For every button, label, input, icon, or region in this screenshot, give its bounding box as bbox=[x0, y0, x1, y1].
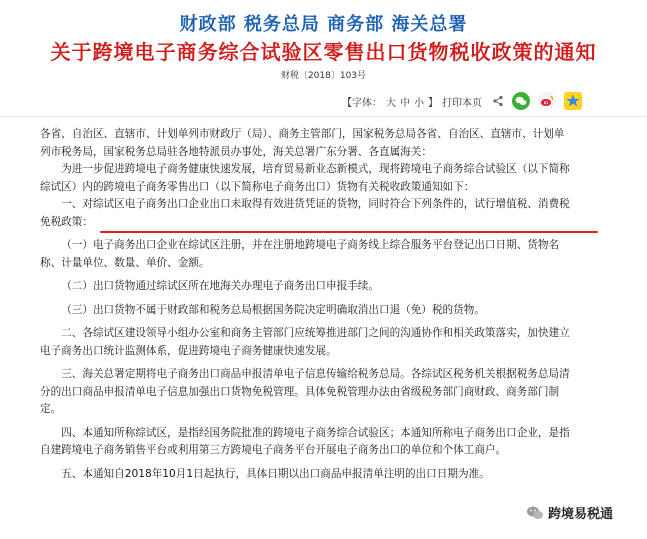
body-line: 综试区）内的跨境电子商务零售出口（以下简称电子商务出口）货物有关税收政策通知如下： bbox=[40, 180, 475, 193]
font-size-close-bracket: 】 bbox=[428, 97, 438, 109]
highlight-underline bbox=[100, 231, 598, 233]
account-watermark bbox=[526, 503, 613, 522]
wechat-icon[interactable] bbox=[512, 92, 530, 110]
body-line: 四、本通知所称综试区，是指经国务院批准的跨境电子商务综合试验区；本通知所称电子商务出口企业，是指 bbox=[61, 426, 570, 439]
body-line: （一）电子商务出口企业在综试区注册，并在注册地跨境电子商务线上综合服务平台登记出口日期、货物名 bbox=[61, 239, 560, 251]
wechat-official-account-icon bbox=[526, 505, 544, 521]
qzone-icon[interactable] bbox=[564, 92, 582, 110]
header-divider bbox=[0, 116, 647, 117]
font-size-medium-button[interactable]: 中 bbox=[400, 97, 410, 109]
body-line: 电子商务出口统计监测体系，促进跨境电子商务健康快速发展。 bbox=[40, 344, 337, 357]
body-line: 一、对综试区电子商务出口企业出口未取得有效进货凭证的货物，同时符合下列条件的，试行增值税、消费税 bbox=[61, 198, 570, 210]
body-line: 免税政策： bbox=[40, 215, 93, 228]
document-body bbox=[40, 126, 622, 483]
document-title: 关于跨境电子商务综合试验区零售出口货物税收政策的通知 bbox=[50, 40, 597, 64]
body-line: 定。 bbox=[40, 403, 62, 415]
print-page-button[interactable]: 打印本页 bbox=[442, 97, 482, 109]
body-line: （二）出口货物通过综试区所在地海关办理电子商务出口申报手续。 bbox=[61, 280, 379, 292]
share-icon[interactable] bbox=[492, 95, 504, 107]
body-line: 五、本通知自2018年10月1日起执行，具体日期以出口商品申报清单注明的出口日期为准。 bbox=[61, 467, 490, 480]
font-size-small-button[interactable]: 小 bbox=[414, 97, 424, 109]
font-size-label: 【字体： bbox=[342, 97, 382, 109]
body-line: （三）出口货物不属于财政部和税务总局根据国务院决定明确取消出口退（免）税的货物。 bbox=[61, 303, 485, 316]
watermark-text: 跨境易税通 bbox=[548, 507, 614, 522]
body-line: 列市税务局，国家税务总局驻各地特派员办事处，海关总署广东分署、各直属海关： bbox=[40, 145, 432, 158]
body-line: 为进一步促进跨境电子商务健康快速发展，培育贸易新业态新模式，现将跨境电子商务综合试验区（以下简称 bbox=[61, 163, 570, 175]
body-line: 称、计量单位、数量、单价、金额。 bbox=[40, 256, 210, 269]
body-line: 各省、自治区、直辖市、计划单列市财政厅（局）、商务主管部门，国家税务总局各省、自治区、直辖市、计划单 bbox=[40, 128, 565, 140]
issuing-agencies: 财政部 税务总局 商务部 海关总署 bbox=[179, 14, 468, 35]
body-line: 三、海关总署定期将电子商务出口商品申报清单电子信息传输给税务总局。各综试区税务机关根据税务总局清 bbox=[61, 368, 570, 380]
body-line: 自建跨境电子商务销售平台或利用第三方跨境电子商务平台开展电子商务出口的单位和个体工商户。 bbox=[40, 444, 507, 456]
weibo-icon[interactable] bbox=[538, 92, 556, 110]
article-toolbar bbox=[342, 90, 582, 112]
body-line: 二、各综试区建设领导小组办公室和商务主管部门应统筹推进部门之间的沟通协作和相关政策落实，加快建立 bbox=[61, 327, 570, 339]
document-number: 财税〔2018〕103号 bbox=[280, 71, 367, 81]
body-line: 分的出口商品申报清单电子信息加强出口货物免税管理。具体免税管理办法由省级税务部门商财政、商务部门制 bbox=[40, 385, 560, 398]
font-size-large-button[interactable]: 大 bbox=[386, 97, 396, 109]
